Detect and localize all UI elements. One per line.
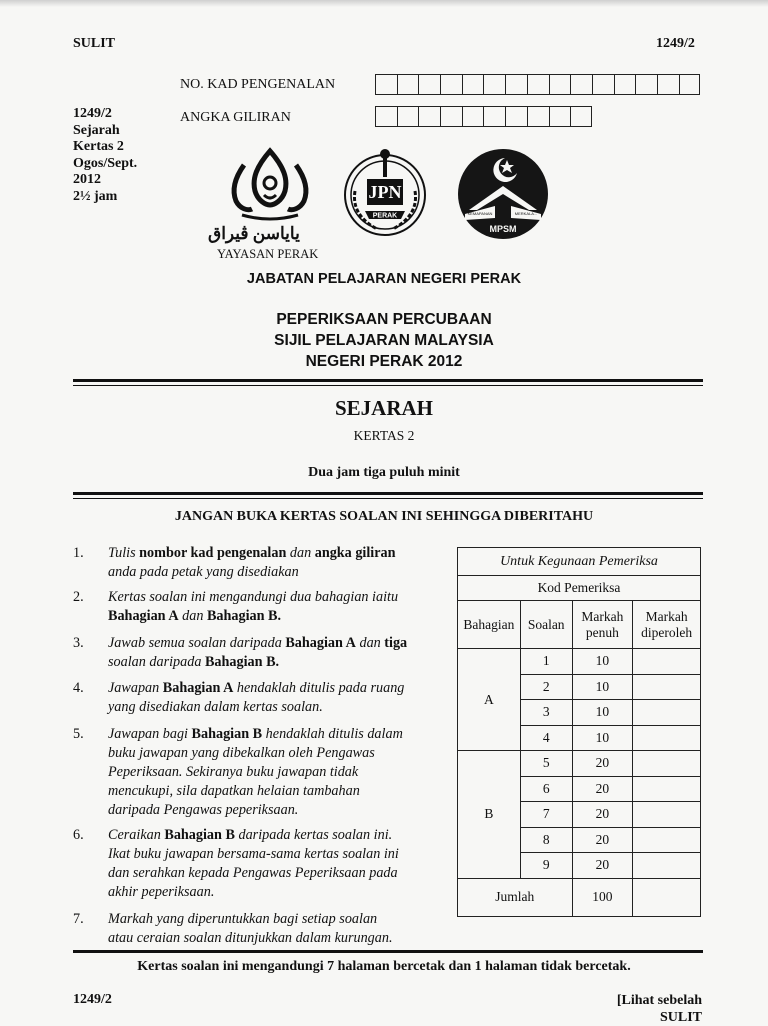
table-cell: 10 [572,649,633,675]
mpsm-right-text: MERKALA... [514,211,538,216]
exam-title-line-2: SIJIL PELAJARAN MALAYSIA [274,332,494,349]
paper-number: Kertas 2 [73,139,124,154]
score-input[interactable] [633,827,701,853]
table-cell: 20 [572,853,633,879]
instruction-3: 3. Jawab semua soalan daripada Bahagian A dan tiga soalan daripada Bahagian B. [73,635,408,670]
organization: JABATAN PELAJARAN NEGERI PERAK [246,271,522,287]
header-markah-penuh: Markah penuh [572,601,633,649]
total-label: Jumlah [458,878,573,916]
paper-code: 1249/2 [73,106,112,121]
table-cell: 1 [520,649,572,675]
instruction-6: 6. Ceraikan Bahagian B daripada kertas soalan ini. Ikat buku jawapan bersama-sama kertas soalan ini dan serahkan kepada Pengawas Peperiksaan pada akhir peperiksaan. [73,827,399,900]
score-input[interactable] [633,674,701,700]
header-code: 1249/2 [656,36,695,51]
duration: Dua jam tiga puluh minit [308,465,460,480]
table-cell: 6 [520,776,572,802]
paper-month: Ogos/Sept. [73,155,138,171]
paper-label: KERTAS 2 [353,428,415,443]
table-cell: 4 [520,725,572,751]
divider [73,950,703,953]
header-soalan: Soalan [520,601,572,649]
divider [73,385,703,386]
score-input[interactable] [633,776,701,802]
exam-title [0,309,768,372]
table-cell: 7 [520,802,572,828]
table-cell: 10 [572,674,633,700]
footer-turn-over: [Lihat sebelah [616,993,702,1008]
examiner-marks-table [457,547,701,917]
divider [73,379,703,382]
yayasan-script: ياياسن ڤيراق [208,224,300,243]
score-input[interactable] [633,802,701,828]
paper-info [73,106,137,205]
table-subtitle: Kod Pemeriksa [458,576,701,601]
ic-number-boxes[interactable] [375,74,700,95]
score-input[interactable] [633,751,701,777]
mpsm-text: MPSM [489,224,517,234]
total-value: 100 [572,878,633,916]
score-input[interactable] [633,725,701,751]
section-b: B [458,751,521,879]
footer-note: Kertas soalan ini mengandungi 7 halaman bercetak dan 1 halaman tidak bercetak. [137,959,631,974]
instruction-5: 5. Jawapan bagi Bahagian B hendaklah ditulis dalam buku jawapan yang dibekalkan oleh Pengawas Peperiksaan. Sekiranya buku jawapan tidak mencukupi, sila dapatkan helaian tambahan daripada Pengawas peperiksaan. [73,726,403,818]
table-cell: 20 [572,827,633,853]
header-sulit: SULIT [73,36,116,51]
scan-edge [0,0,768,7]
subject: SEJARAH [334,396,434,420]
index-number-boxes[interactable] [375,106,592,127]
total-score-input[interactable] [633,878,701,916]
yayasan-name: YAYASAN PERAK [217,247,319,261]
divider [73,492,703,495]
footer-code: 1249/2 [73,992,112,1007]
mpsm-logo [455,148,551,240]
table-cell: 10 [572,700,633,726]
table-cell: 10 [572,725,633,751]
header-markah-diperoleh: Markah diperoleh [633,601,701,649]
table-cell: 20 [572,751,633,777]
table-cell: 3 [520,700,572,726]
mpsm-left-text: KEMAPANAN [467,211,493,216]
exam-title-line-1: PEPERIKSAAN PERCUBAAN [276,311,492,328]
jpn-perak-logo [337,145,433,241]
exam-title-line-3: NEGERI PERAK 2012 [305,353,463,370]
ic-label: NO. KAD PENGENALAN [180,77,336,92]
jpn-logo-text: PERAK [372,212,398,220]
footer-right [606,992,702,1026]
table-cell: 8 [520,827,572,853]
table-cell: 2 [520,674,572,700]
score-input[interactable] [633,853,701,879]
table-cell: 5 [520,751,572,777]
paper-subject: Sejarah [73,122,120,138]
warning: JANGAN BUKA KERTAS SOALAN INI SEHINGGA DIBERITAHU [174,509,594,524]
score-input[interactable] [633,649,701,675]
table-cell: 9 [520,853,572,879]
paper-duration: 2½ jam [73,188,118,204]
score-input[interactable] [633,700,701,726]
instruction-4: 4. Jawapan Bahagian A hendaklah ditulis pada ruang yang disediakan dalam kertas soalan. [73,680,405,715]
table-cell: 20 [572,802,633,828]
instruction-1: 1. Tulis nombor kad pengenalan dan angka giliran anda pada petak yang disediakan [73,545,396,580]
header-bahagian: Bahagian [458,601,521,649]
footer-sulit: SULIT [659,1010,702,1025]
divider [73,498,703,499]
table-cell: 20 [572,776,633,802]
instruction-7: 7. Markah yang diperuntukkan bagi setiap soalan atau ceraian soalan ditunjukkan dalam kurungan. [73,911,393,946]
index-label: ANGKA GILIRAN [180,110,291,125]
paper-year: 2012 [73,172,101,187]
yayasan-perak-logo [222,145,318,223]
instruction-2: 2. Kertas soalan ini mengandungi dua bahagian iaitu Bahagian A dan Bahagian B. [73,589,399,624]
table-title: Untuk Kegunaan Pemeriksa [458,548,701,576]
section-a: A [458,649,521,751]
svg-text:JPN: JPN [368,182,402,202]
